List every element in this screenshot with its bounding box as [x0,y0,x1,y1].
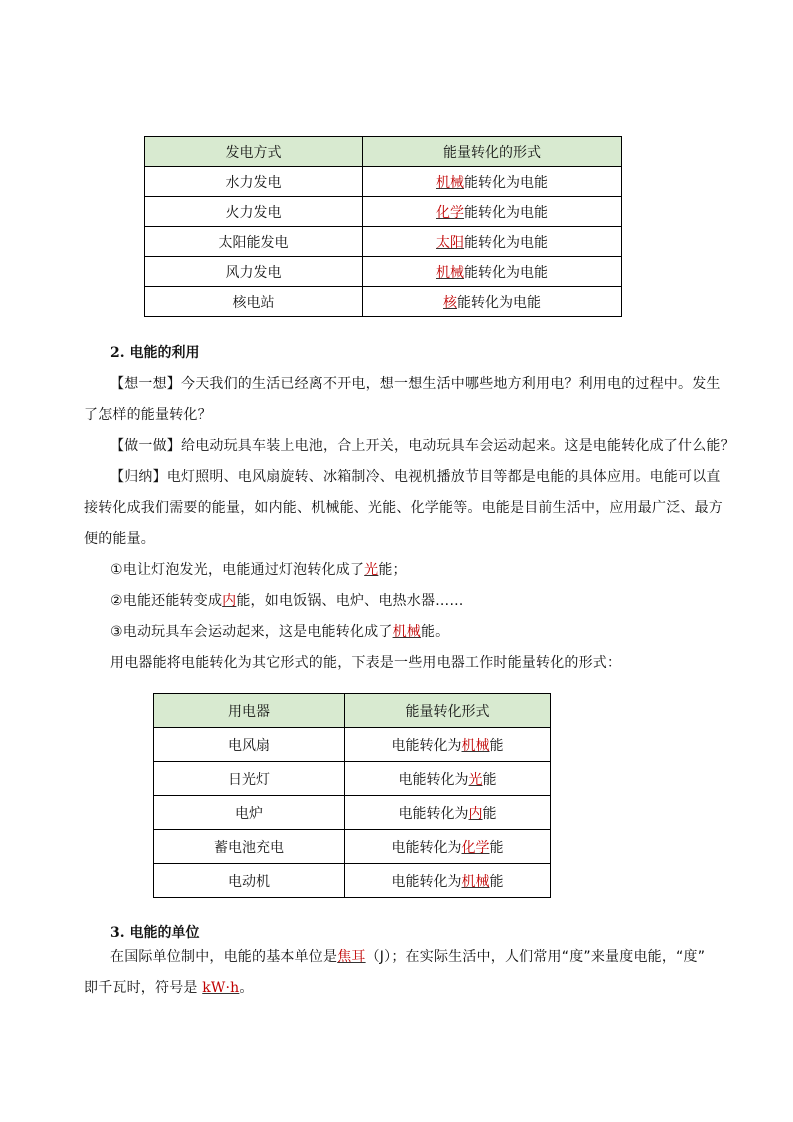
unit-blank-kwh: kW·h [202,980,240,996]
unit-blank-joule: 焦耳 [337,949,366,965]
table1-method: 太阳能发电 [145,227,363,257]
table1-form [363,257,622,287]
table1-blank: 核 [443,294,457,311]
item-2: ②电能还能转变成内能，如电饭锅、电炉、电热水器…… [110,593,464,609]
table1-method: 核电站 [145,287,363,317]
table1-form [363,227,622,257]
unit-line-1: 在国际单位制中，电能的基本单位是焦耳（J）；在实际生活中，人们常用“度”来量度电能，“度” [110,949,706,965]
item-3-blank: 机械 [392,624,421,640]
table1-suffix: 能转化为电能 [464,204,548,221]
summary-line-1: 【归纳】电灯照明、电风扇旋转、冰箱制冷、电视机播放节目等都是电能的具体应用。电能可以直 [110,469,721,485]
table2-device: 电动机 [154,864,345,898]
table1-form [363,167,622,197]
appliance-table [153,693,551,898]
table1-method: 风力发电 [145,257,363,287]
table1-header-method: 发电方式 [145,137,363,167]
table2-device: 蓄电池充电 [154,830,345,864]
summary-line-2: 接转化成我们需要的能量，如内能、机械能、光能、化学能等。电能是目前生活中，应用最广泛、最方 [84,500,723,516]
table2-form: 电能转化为化学能 [345,830,551,864]
table1-blank: 机械 [436,174,464,191]
table2-form: 电能转化为机械能 [345,864,551,898]
think-line-1: 【想一想】今天我们的生活已经离不开电，想一想生活中哪些地方利用电？利用电的过程中。发生 [110,376,721,392]
table1-blank: 太阳 [436,234,464,251]
table2-blank: 机械 [461,737,490,754]
think-line-2: 了怎样的能量转化？ [84,407,212,423]
table1-method: 水力发电 [145,167,363,197]
table2-header-device: 用电器 [154,694,345,728]
table2-intro: 用电器能将电能转化为其它形式的能，下表是一些用电器工作时能量转化的形式： [110,655,622,671]
section2-body [84,369,735,679]
table1-form [363,287,622,317]
table2-blank: 内 [468,805,483,822]
item-3: ③电动玩具车会运动起来，这是电能转化成了机械能。 [110,624,450,640]
table2-form: 电能转化为光能 [345,762,551,796]
table1-method: 火力发电 [145,197,363,227]
section2-heading: 2. 电能的利用 [110,345,200,361]
table2-header-form: 能量转化形式 [345,694,551,728]
item-1: ①电让灯泡发光，电能通过灯泡转化成了光能； [110,562,407,578]
unit-line-2: 即千瓦时，符号是 kW·h。 [84,980,254,996]
do-line: 【做一做】给电动玩具车装上电池，合上开关，电动玩具车会运动起来。这是电能转化成了什么能？ [110,438,735,454]
table2-blank: 光 [468,771,483,788]
table2-device: 电炉 [154,796,345,830]
table1-blank: 机械 [436,264,464,281]
table1-form [363,197,622,227]
table1-suffix: 能转化为电能 [464,234,548,251]
table2-device: 电风扇 [154,728,345,762]
item-1-blank: 光 [364,562,379,578]
table1-blank: 化学 [436,204,464,221]
table2-blank: 机械 [461,873,490,890]
power-generation-table [144,136,622,317]
table1-header-form: 能量转化的形式 [363,137,622,167]
table2-blank: 化学 [461,839,490,856]
summary-line-3: 便的能量。 [84,531,155,547]
item-2-blank: 内 [222,593,237,609]
table1-suffix: 能转化为电能 [464,264,548,281]
table1-suffix: 能转化为电能 [457,294,541,311]
section3-heading: 3. 电能的单位 [110,925,200,941]
table2-form: 电能转化为机械能 [345,728,551,762]
table2-form: 电能转化为内能 [345,796,551,830]
table2-device: 日光灯 [154,762,345,796]
table1-suffix: 能转化为电能 [464,174,548,191]
section3-body [84,942,710,1004]
